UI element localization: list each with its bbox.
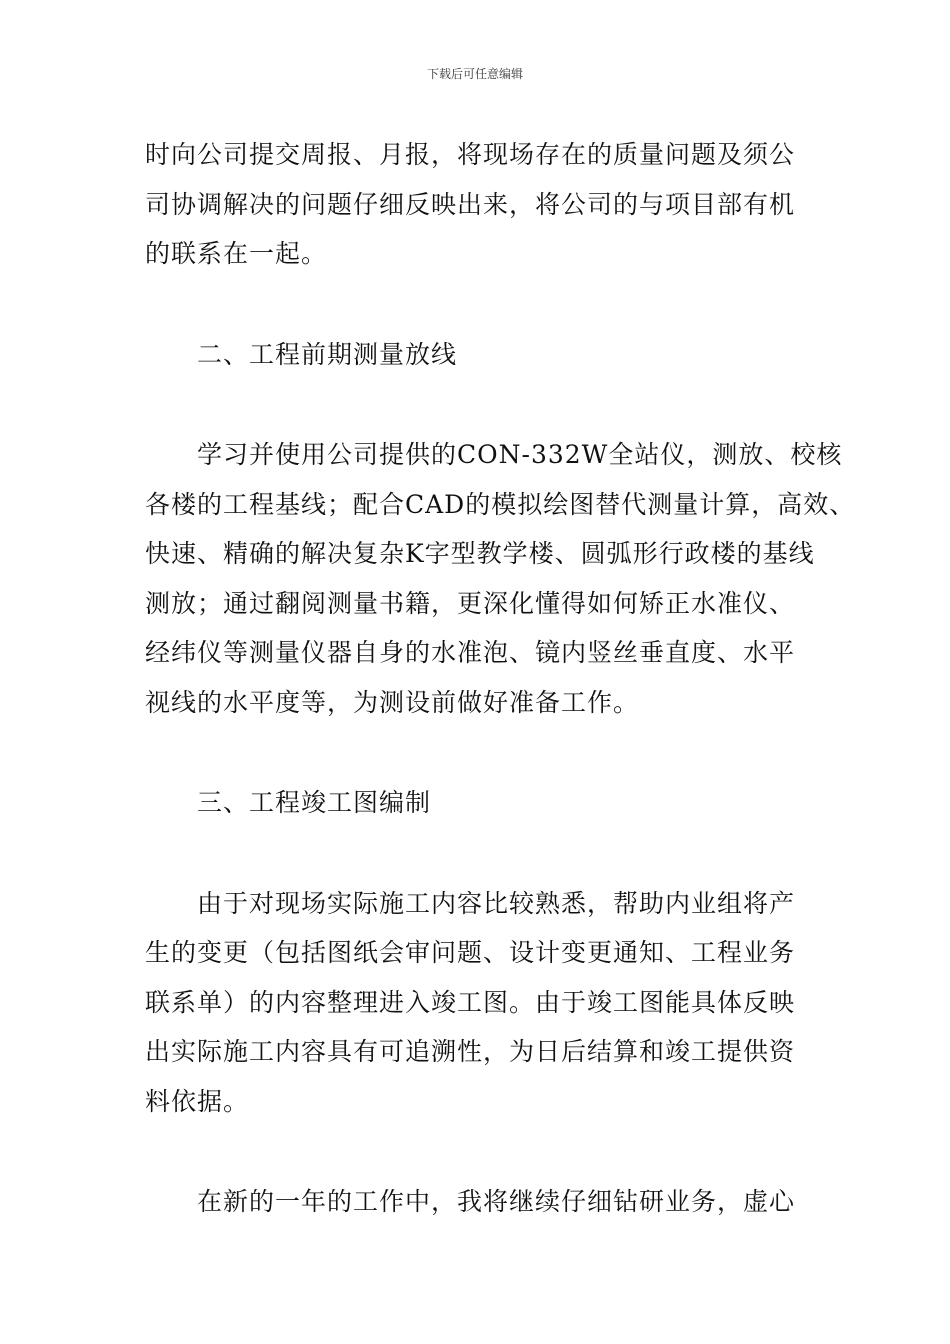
- section-heading: [145, 778, 820, 828]
- text-line: 联系单）的内容整理进入竣工图。由于竣工图能具体反映: [145, 987, 796, 1017]
- text-line: 测放；通过翻阅测量书籍，更深化懂得如何矫正水准仪、: [145, 588, 796, 618]
- heading-text: 三、工程竣工图编制: [197, 788, 432, 817]
- paragraph-gap: [145, 828, 820, 879]
- section-heading: [145, 330, 820, 380]
- text-line: 司协调解决的问题仔细反映出来，将公司的与项目部有机: [145, 189, 796, 219]
- paragraph-gap: [145, 279, 820, 330]
- paragraph-gap: [145, 1126, 820, 1177]
- text-line: 的联系在一起。: [145, 239, 328, 268]
- paragraph-gap: [145, 727, 820, 778]
- document-body: [145, 130, 856, 1227]
- text-line: 料依据。: [145, 1086, 250, 1116]
- text-line: 各楼的工程基线；配合CAD的模拟绘图替代测量计算，高效、: [145, 489, 856, 519]
- text-line: 由于对现场实际施工内容比较熟悉，帮助内业组将产: [197, 888, 796, 918]
- text-line: 生的变更（包括图纸会审问题、设计变更通知、工程业务: [145, 938, 796, 967]
- text-line: 学习并使用公司提供的CON-332W全站仪，测放、校核: [197, 440, 843, 469]
- paragraph-gap: [145, 379, 820, 430]
- paragraph: [145, 1177, 820, 1227]
- page-header: 下载后可任意编辑: [426, 67, 523, 81]
- text-line: 视线的水平度等，为测设前做好准备工作。: [145, 687, 640, 717]
- paragraph: [145, 130, 820, 279]
- text-line: 时向公司提交周报、月报，将现场存在的质量问题及须公: [145, 140, 796, 169]
- heading-text: 二、工程前期测量放线: [197, 339, 458, 369]
- text-line: 经纬仪等测量仪器自身的水准泡、镜内竖丝垂直度、水平: [145, 638, 796, 667]
- text-line: 出实际施工内容具有可追溯性，为日后结算和竣工提供资: [145, 1037, 796, 1066]
- paragraph: [145, 430, 856, 727]
- text-line: 快速、精确的解决复杂K字型教学楼、圆弧形行政楼的基线: [145, 539, 815, 568]
- paragraph: [145, 879, 820, 1127]
- text-line: 在新的一年的工作中，我将继续仔细钻研业务，虚心: [197, 1187, 796, 1216]
